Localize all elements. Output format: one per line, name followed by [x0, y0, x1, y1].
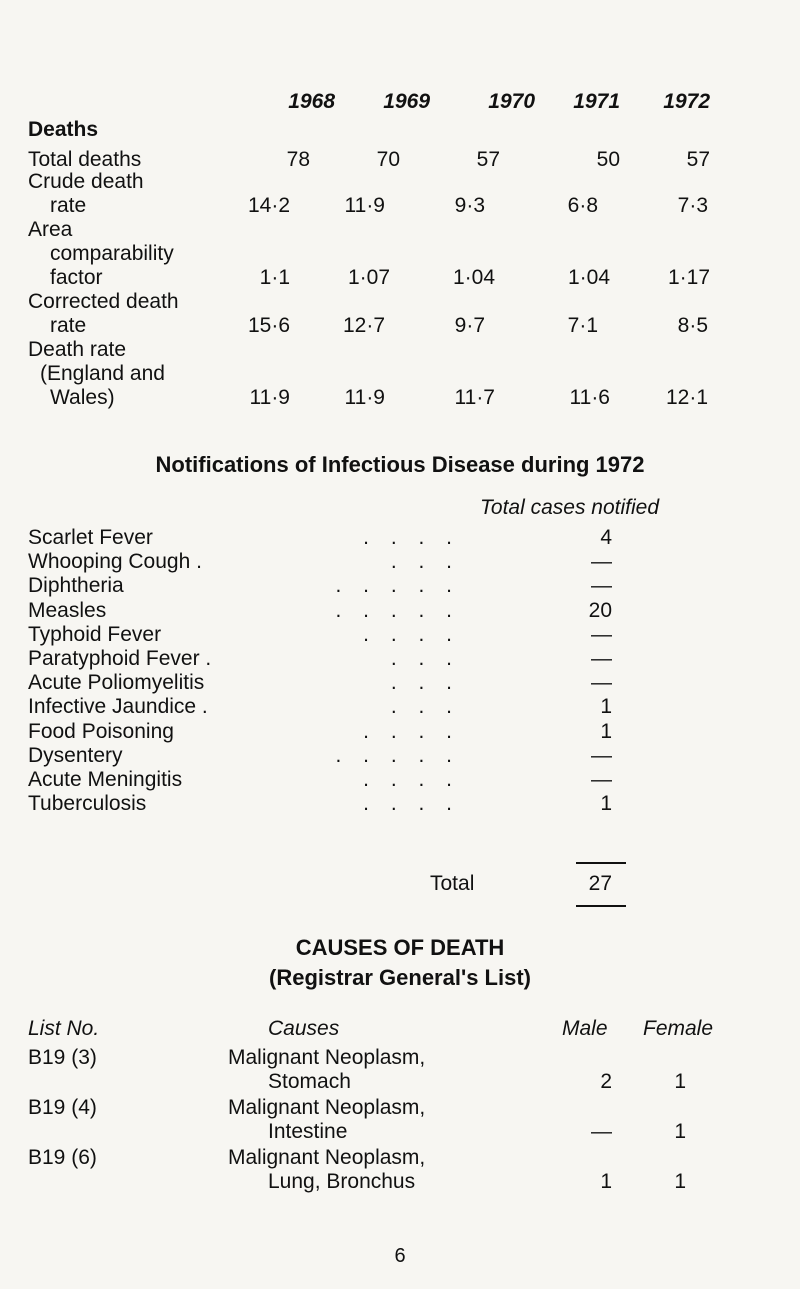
case-count: — [591, 574, 612, 598]
leader-dots: . . . . . [335, 574, 460, 598]
cell-value: 57 [476, 148, 500, 171]
year-header: 1969 [383, 90, 430, 113]
deaths-section-label: Deaths [28, 118, 99, 141]
disease-name: Tuberculosis [28, 792, 147, 816]
case-count: 20 [588, 598, 612, 622]
female-count: 1 [674, 1070, 686, 1093]
header-list-no: List No. [28, 1017, 100, 1040]
cell-value: 12·1 [665, 386, 708, 409]
cell-value: 8·5 [677, 314, 708, 337]
cell-value: 1·1 [259, 266, 290, 289]
cell-value: 12·7 [342, 314, 385, 337]
cell-value: 15·6 [247, 314, 290, 337]
notifications-total-value: 27 [588, 872, 612, 895]
row-label: factor [50, 266, 103, 289]
year-header: 1970 [488, 90, 535, 113]
disease-name: Food Poisoning [28, 719, 174, 743]
cause-name: Malignant Neoplasm, [228, 1046, 426, 1069]
notifications-column-header: Total cases notified [480, 496, 660, 519]
total-rule-top [576, 862, 626, 864]
female-count: 1 [674, 1170, 686, 1193]
cell-value: 7·3 [677, 194, 708, 217]
row-label: rate [50, 314, 87, 337]
cell-value: 14·2 [247, 194, 290, 217]
male-count: 1 [600, 1170, 612, 1193]
leader-dots: . . . . [363, 792, 460, 816]
cell-value: 11·6 [569, 386, 610, 409]
cell-value: 9·3 [454, 194, 485, 217]
cell-value: 6·8 [567, 194, 598, 217]
disease-name: Paratyphoid Fever . [28, 647, 212, 670]
disease-name: Measles [28, 598, 107, 622]
case-count: 1 [600, 719, 612, 743]
list-number: B19 (6) [28, 1146, 97, 1169]
list-number: B19 (3) [28, 1046, 97, 1069]
case-count: — [591, 550, 612, 574]
leader-dots: . . . . . [335, 743, 460, 767]
male-count: — [591, 1120, 612, 1143]
row-label: Corrected death [28, 290, 179, 313]
cell-value: 1·17 [667, 266, 710, 289]
header-causes: Causes [268, 1017, 340, 1040]
notifications-total-label: Total [430, 872, 475, 895]
year-header: 1968 [288, 90, 335, 113]
cell-value: 78 [286, 148, 310, 171]
cause-detail: Intestine [268, 1120, 348, 1143]
leader-dots: . . . [390, 695, 460, 719]
row-label: Area [28, 218, 73, 241]
page-number: 6 [394, 1245, 406, 1267]
disease-name: Acute Meningitis [28, 768, 183, 791]
case-count: — [591, 671, 612, 695]
case-count: — [591, 743, 612, 767]
causes-subtitle: (Registrar General's List) [269, 965, 531, 990]
list-number: B19 (4) [28, 1096, 97, 1119]
disease-name: Typhoid Fever [28, 622, 162, 646]
header-female: Female [643, 1017, 714, 1040]
row-label: Wales) [50, 386, 115, 409]
leader-dots: . . . [390, 671, 460, 695]
case-count: — [591, 768, 612, 791]
cell-value: 70 [376, 148, 400, 171]
row-label: (England and [40, 362, 165, 385]
cell-value: 1·07 [347, 266, 390, 289]
row-label: Crude death [28, 170, 144, 193]
cell-value: 7·1 [567, 314, 598, 337]
disease-name: Diphtheria [28, 574, 124, 598]
cause-name: Malignant Neoplasm, [228, 1096, 426, 1119]
case-count: 1 [600, 695, 612, 719]
cause-detail: Stomach [268, 1070, 351, 1093]
cell-value: 1·04 [567, 266, 610, 289]
cell-value: 57 [686, 148, 710, 171]
cell-value: 11·9 [249, 386, 290, 409]
leader-dots: . . . [390, 647, 460, 670]
row-label: comparability [50, 242, 174, 265]
female-count: 1 [674, 1120, 686, 1143]
cell-value: 11·9 [344, 194, 385, 217]
disease-name: Infective Jaundice . [28, 695, 208, 719]
leader-dots: . . . [390, 550, 460, 574]
cause-name: Malignant Neoplasm, [228, 1146, 426, 1169]
case-count: — [591, 622, 612, 646]
row-label: Total deaths [28, 148, 142, 171]
causes-title: CAUSES OF DEATH [295, 935, 505, 960]
case-count: 1 [600, 792, 612, 816]
leader-dots: . . . . [363, 768, 460, 791]
header-male: Male [562, 1017, 608, 1040]
cell-value: 50 [596, 148, 620, 171]
disease-name: Whooping Cough . [28, 550, 202, 574]
case-count: 4 [600, 526, 612, 549]
cause-detail: Lung, Bronchus [268, 1170, 416, 1193]
leader-dots: . . . . . [335, 598, 460, 622]
leader-dots: . . . . [363, 622, 460, 646]
disease-name: Dysentery [28, 743, 123, 767]
disease-name: Scarlet Fever [28, 526, 153, 549]
cell-value: 11·9 [344, 386, 385, 409]
year-header: 1972 [663, 90, 710, 113]
cell-value: 9·7 [454, 314, 485, 337]
disease-name: Acute Poliomyelitis [28, 671, 205, 695]
leader-dots: . . . . [363, 719, 460, 743]
notifications-title: Notifications of Infectious Disease during 1972 [155, 452, 645, 477]
total-rule-bottom [576, 905, 626, 907]
row-label: rate [50, 194, 87, 217]
male-count: 2 [600, 1070, 612, 1093]
cell-value: 1·04 [452, 266, 495, 289]
leader-dots: . . . . [363, 526, 460, 549]
case-count: — [591, 647, 612, 670]
cell-value: 11·7 [454, 386, 495, 409]
year-header: 1971 [573, 90, 620, 113]
row-label: Death rate [28, 338, 127, 361]
